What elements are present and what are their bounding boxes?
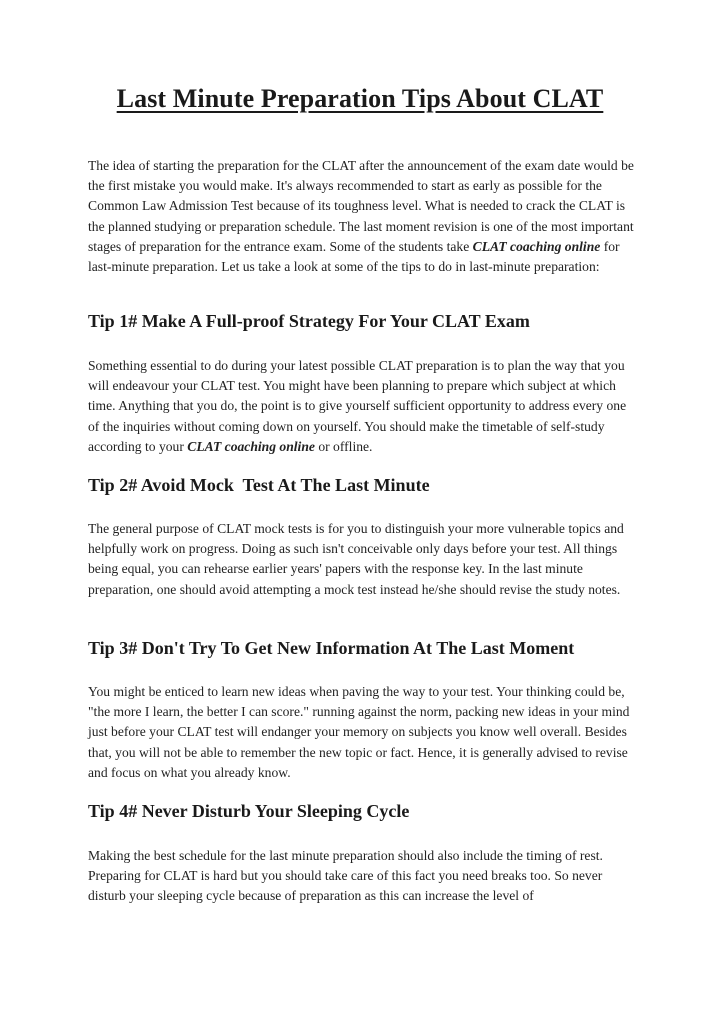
tip-2-heading: Tip 2# Avoid Mock Test At The Last Minute [88,475,430,495]
tip-1-heading: Tip 1# Make A Full-proof Strategy For Your CLAT Exam [88,311,530,331]
intro-paragraph [88,156,636,277]
intro-emphasis-link-text: CLAT coaching online [472,238,601,254]
tip-4-heading: Tip 4# Never Disturb Your Sleeping Cycle [88,801,410,821]
document-title: Last Minute Preparation Tips About CLAT [116,84,604,113]
tip-3-heading: Tip 3# Don't Try To Get New Information At The Last Moment [88,638,575,658]
tip-3-paragraph: You might be enticed to learn new ideas when paving the way to your test. Your thinking could be, "the more I learn, the better I can score." running against the norm, packing new ideas in your mind just before your CLAT test will endanger your memory on subjects you know well overall. Besides that, you will not be able to remember the new topic or fact. Hence, it is generally advised to revise and focus on what you already know. [88,684,630,780]
tip-2-paragraph: The general purpose of CLAT mock tests is for you to distinguish your more vulnerable topics and helpfully work on progress. Doing as such isn't conceivable only days before your test. All things being equal, you can rehearse earlier years' papers with the response key. In the last minute preparation, one should avoid attempting a mock test instead he/she should revise the study notes. [88,521,624,597]
intro-text-after: for last-minute preparation. Let us take a look at some of the tips to do in last-minute preparation: [88,238,620,275]
tip-1-paragraph [88,356,636,457]
tip-1-text-before: Something essential to do during your latest possible CLAT preparation is to plan the way that you will endeavour your CLAT test. You might have been planning to prepare which subject at which time. Anything that you do, the point is to give yourself sufficient opportunity to address every one of the inquiries without coming down on yourself. You should make the timetable of self-study according to your [88,358,627,454]
tip-1-text-after: or offline. [314,438,373,454]
tip-4-paragraph: Making the best schedule for the last minute preparation should also include the timing of rest. Preparing for CLAT is hard but you should take care of this fact you need breaks too. So never disturb your sleeping cycle because of preparation as this can increase the level of [88,848,603,904]
tip-1-emphasis-text: CLAT coaching online [187,438,315,454]
intro-text-before: The idea of starting the preparation for the CLAT after the announcement of the exam date would be the first mistake you would make. It's always recommended to start as early as possible for the Common Law Admission Test because of its toughness level. What is needed to crack the CLAT is the planned studying or preparation schedule. The last moment revision is one of the most important stages of preparation for the entrance exam. Some of the students take [88,158,634,254]
